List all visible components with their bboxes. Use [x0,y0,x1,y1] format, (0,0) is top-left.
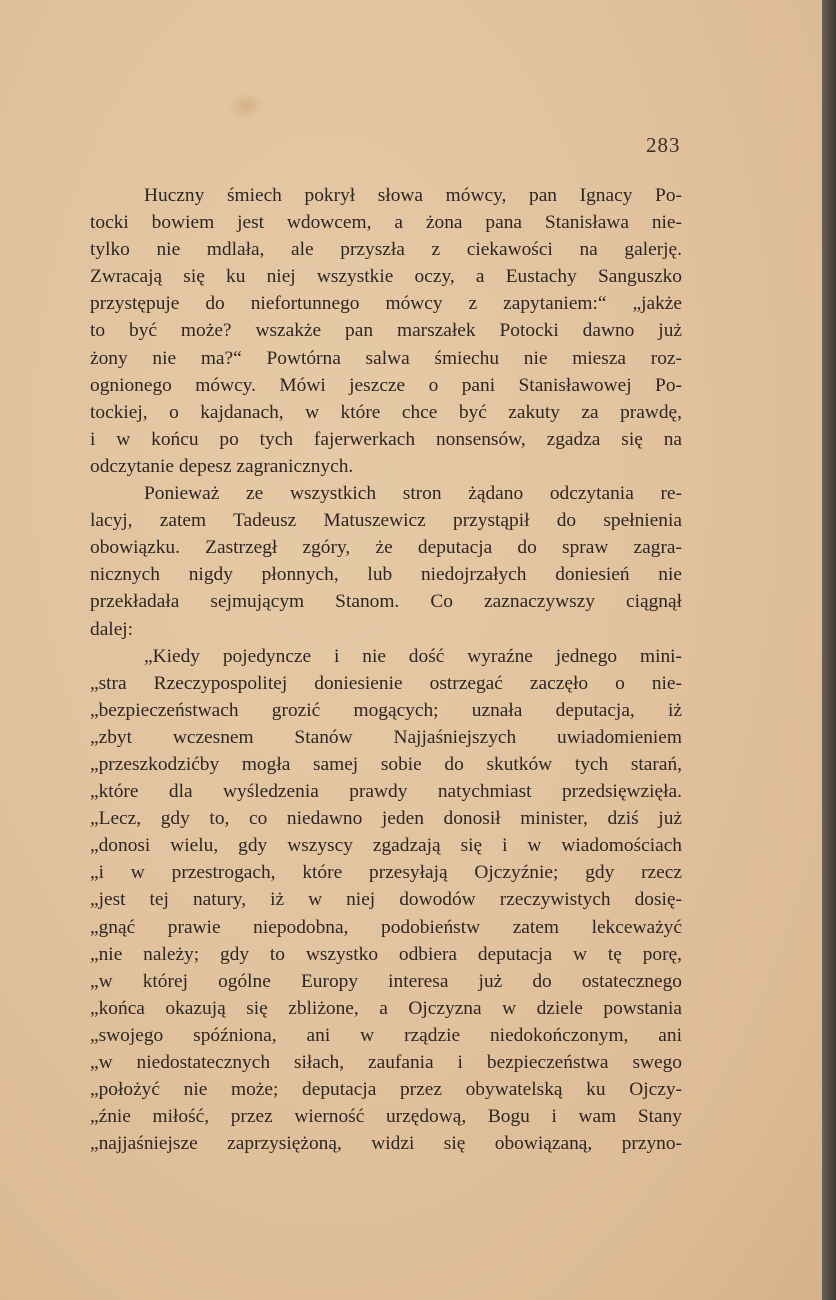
text-line: obowiązku. Zastrzegł zgóry, że deputacja do spraw zagra- [90,537,682,559]
text-line: Zwracają się ku niej wszystkie oczy, a Eustachy Sanguszko [90,266,682,288]
text-line: przekładała sejmującym Stanom. Co zaznaczywszy ciągnął [90,591,682,613]
quote-line: „stra Rzeczypospolitej doniesienie ostrzegać zaczęło o nie- [90,672,682,694]
text-line: Huczny śmiech pokrył słowa mówcy, pan Ignacy Po- [144,185,682,206]
quote-line: „przeszkodzićby mogła samej sobie do skutków tych starań, [90,753,682,775]
text-line: i w końcu po tych fajerwerkach nonsensów, zgadza się na [90,428,682,450]
text-line: tockiej, o kajdanach, w które chce być zakuty za prawdę, [90,401,682,423]
text-line: przystępuje do niefortunnego mówcy z zapytaniem:“ „jakże [90,293,682,315]
text-line: lacyj, zatem Tadeusz Matuszewicz przystąpił do spełnienia [90,510,682,532]
quote-line: „i w przestrogach, które przesyłają Ojczyźnie; gdy rzecz [90,862,682,884]
quote-line: „zbyt wczesnem Stanów Najjaśniejszych uwiadomieniem [90,726,682,748]
text-line: odczytanie depesz zagranicznych. [90,455,354,477]
quote-line: „swojego spóźniona, ani w rządzie niedokończonym, ani [90,1024,682,1046]
text-line: żony nie ma?“ Powtórna salwa śmiechu nie miesza roz- [90,347,682,369]
text-line: ognionego mówcy. Mówi jeszcze o pani Stanisławowej Po- [90,374,682,396]
text-line: tocki bowiem jest wdowcem, a żona pana Stanisława nie- [90,212,682,234]
quote-line: „źnie miłość, przez wierność urzędową, Bogu i wam Stany [90,1106,682,1128]
quote-line: „w której ogólne Europy interesa już do ostatecznego [90,970,682,992]
quote-line: „w niedostatecznych siłach, zaufania i bezpieczeństwa swego [90,1052,682,1073]
quote-line: „nie należy; gdy to wszystko odbiera deputacja w tę porę, [90,943,682,965]
text-line: to być może? wszakże pan marszałek Potocki dawno już [90,320,682,342]
page-edge-shadow [822,0,836,1300]
quote-line: „gnąć prawie niepodobna, podobieństw zatem lekceważyć [90,916,682,938]
quote-line: „końca okazują się zbliżone, a Ojczyzna w dziele powstania [90,997,682,1019]
paper-stain [228,92,264,120]
quote-line: „Kiedy pojedyncze i nie dość wyraźne jednego mini- [144,645,682,667]
text-line: Ponieważ ze wszystkich stron żądano odczytania re- [144,483,682,505]
quote-line: „donosi wielu, gdy wszyscy zgadzają się i w wiadomościach [90,835,682,857]
text-line: tylko nie mdlała, ale przyszła z ciekawości na galerję. [90,239,682,261]
body-text [90,182,682,1157]
page-number: 283 [646,133,681,157]
text-line: nicznych nigdy płonnych, lub niedojrzałych doniesień nie [90,564,682,586]
quote-line: „Lecz, gdy to, co niedawno jeden donosił minister, dziś już [90,808,682,830]
text-line: dalej: [90,618,134,640]
quote-line: „bezpieczeństwach grozić mogących; uznała deputacja, iż [90,699,682,721]
quote-line: „które dla wyśledzenia prawdy natychmiast przedsięwzięła. [90,781,682,803]
quote-line: „jest tej natury, iż w niej dowodów rzeczywistych dosię- [90,889,682,911]
quote-line: „położyć nie może; deputacja przez obywatelską ku Ojczy- [90,1079,682,1101]
quote-line: „najjaśniejsze zaprzysiężoną, widzi się obowiązaną, przyno- [90,1133,682,1155]
